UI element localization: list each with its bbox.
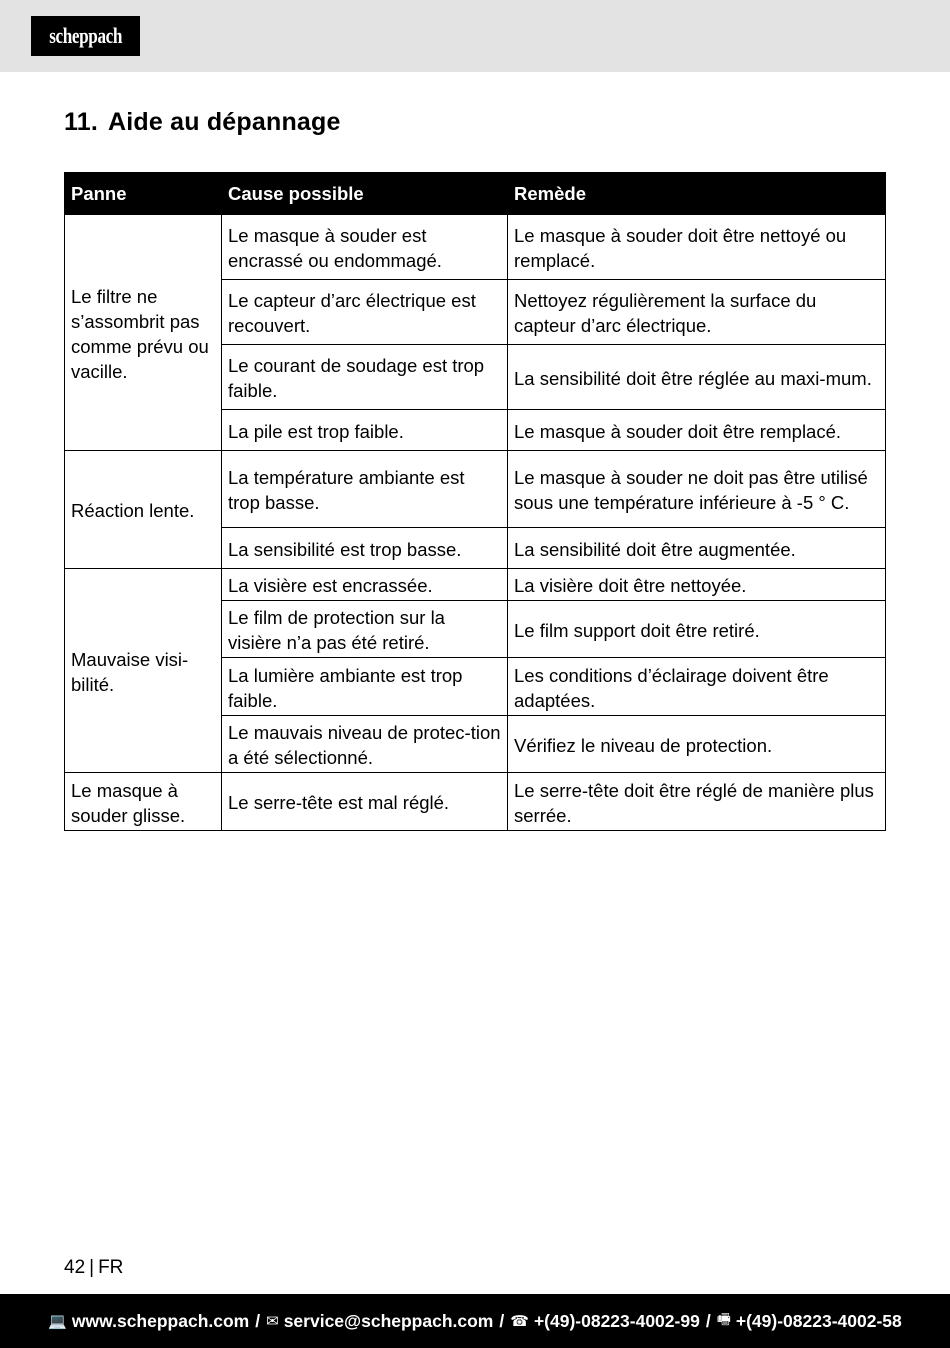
table-row [65,215,886,280]
section-title [64,108,341,137]
cause-cell: Le masque à souder est encrassé ou endommagé. [222,215,508,280]
cause-cell: Le mauvais niveau de protec-tion a été sélectionné. [222,716,508,773]
header-panne: Panne [65,173,222,215]
page-number-value: 42 [64,1257,86,1278]
remedy-cell: Le serre-tête doit être réglé de manière plus serrée. [508,773,886,831]
page-number [64,1257,123,1279]
header-cause: Cause possible [222,173,508,215]
envelope-icon: ✉ [266,1313,279,1330]
cause-cell: La visière est encrassée. [222,569,508,601]
remedy-cell: Les conditions d’éclairage doivent être adaptées. [508,658,886,716]
remedy-cell: Le masque à souder doit être remplacé. [508,410,886,451]
page-language: FR [98,1257,124,1278]
page-divider: | [89,1257,95,1278]
cause-cell: Le capteur d’arc électrique est recouvert. [222,280,508,345]
cause-cell: Le serre-tête est mal réglé. [222,773,508,831]
remedy-cell: La visière doit être nettoyée. [508,569,886,601]
cause-cell: La température ambiante est trop basse. [222,451,508,528]
scheppach-logo: scheppach [31,16,140,56]
remedy-cell: Le masque à souder ne doit pas être utilisé sous une température inférieure à -5 ° C. [508,451,886,528]
cause-cell: La lumière ambiante est trop faible. [222,658,508,716]
footer-email[interactable]: service@scheppach.com [283,1310,494,1331]
footer-website[interactable]: www.scheppach.com [71,1310,250,1331]
footer-separator: / [705,1310,711,1331]
fax-icon: 🖷 [716,1310,731,1328]
section-title-text: Aide au dépannage [107,108,341,136]
cause-cell: La sensibilité est trop basse. [222,528,508,569]
remedy-cell: Le masque à souder doit être nettoyé ou remplacé. [508,215,886,280]
cause-cell: Le film de protection sur la visière n’a pas été retiré. [222,601,508,658]
table-row [65,451,886,528]
footer-phone: +(49)-08223-4002-99 [533,1310,700,1331]
computer-icon: 💻 [48,1313,67,1330]
footer-separator: / [499,1310,505,1331]
remedy-cell: La sensibilité doit être augmentée. [508,528,886,569]
header-remede: Remède [508,173,886,215]
remedy-cell: Le film support doit être retiré. [508,601,886,658]
cause-cell: Le courant de soudage est trop faible. [222,345,508,410]
section-number: 11. [64,108,98,136]
cause-cell: La pile est trop faible. [222,410,508,451]
footer-fax: +(49)-08223-4002-58 [735,1310,902,1331]
footer-separator: / [255,1310,261,1331]
troubleshooting-table [64,172,886,831]
fault-cell: Mauvaise visi-bilité. [65,569,222,773]
telephone-icon: ☎ [510,1313,529,1330]
remedy-cell: Nettoyez régulièrement la surface du capteur d’arc électrique. [508,280,886,345]
table-header-row [65,173,886,215]
header-band [0,0,950,72]
table-row [65,773,886,831]
fault-cell: Réaction lente. [65,451,222,569]
footer-contact-bar [0,1294,950,1348]
fault-cell: Le masque à souder glisse. [65,773,222,831]
fault-cell: Le filtre ne s’assombrit pas comme prévu ou vacille. [65,215,222,451]
remedy-cell: La sensibilité doit être réglée au maxi-mum. [508,345,886,410]
table-row [65,569,886,601]
remedy-cell: Vérifiez le niveau de protection. [508,716,886,773]
